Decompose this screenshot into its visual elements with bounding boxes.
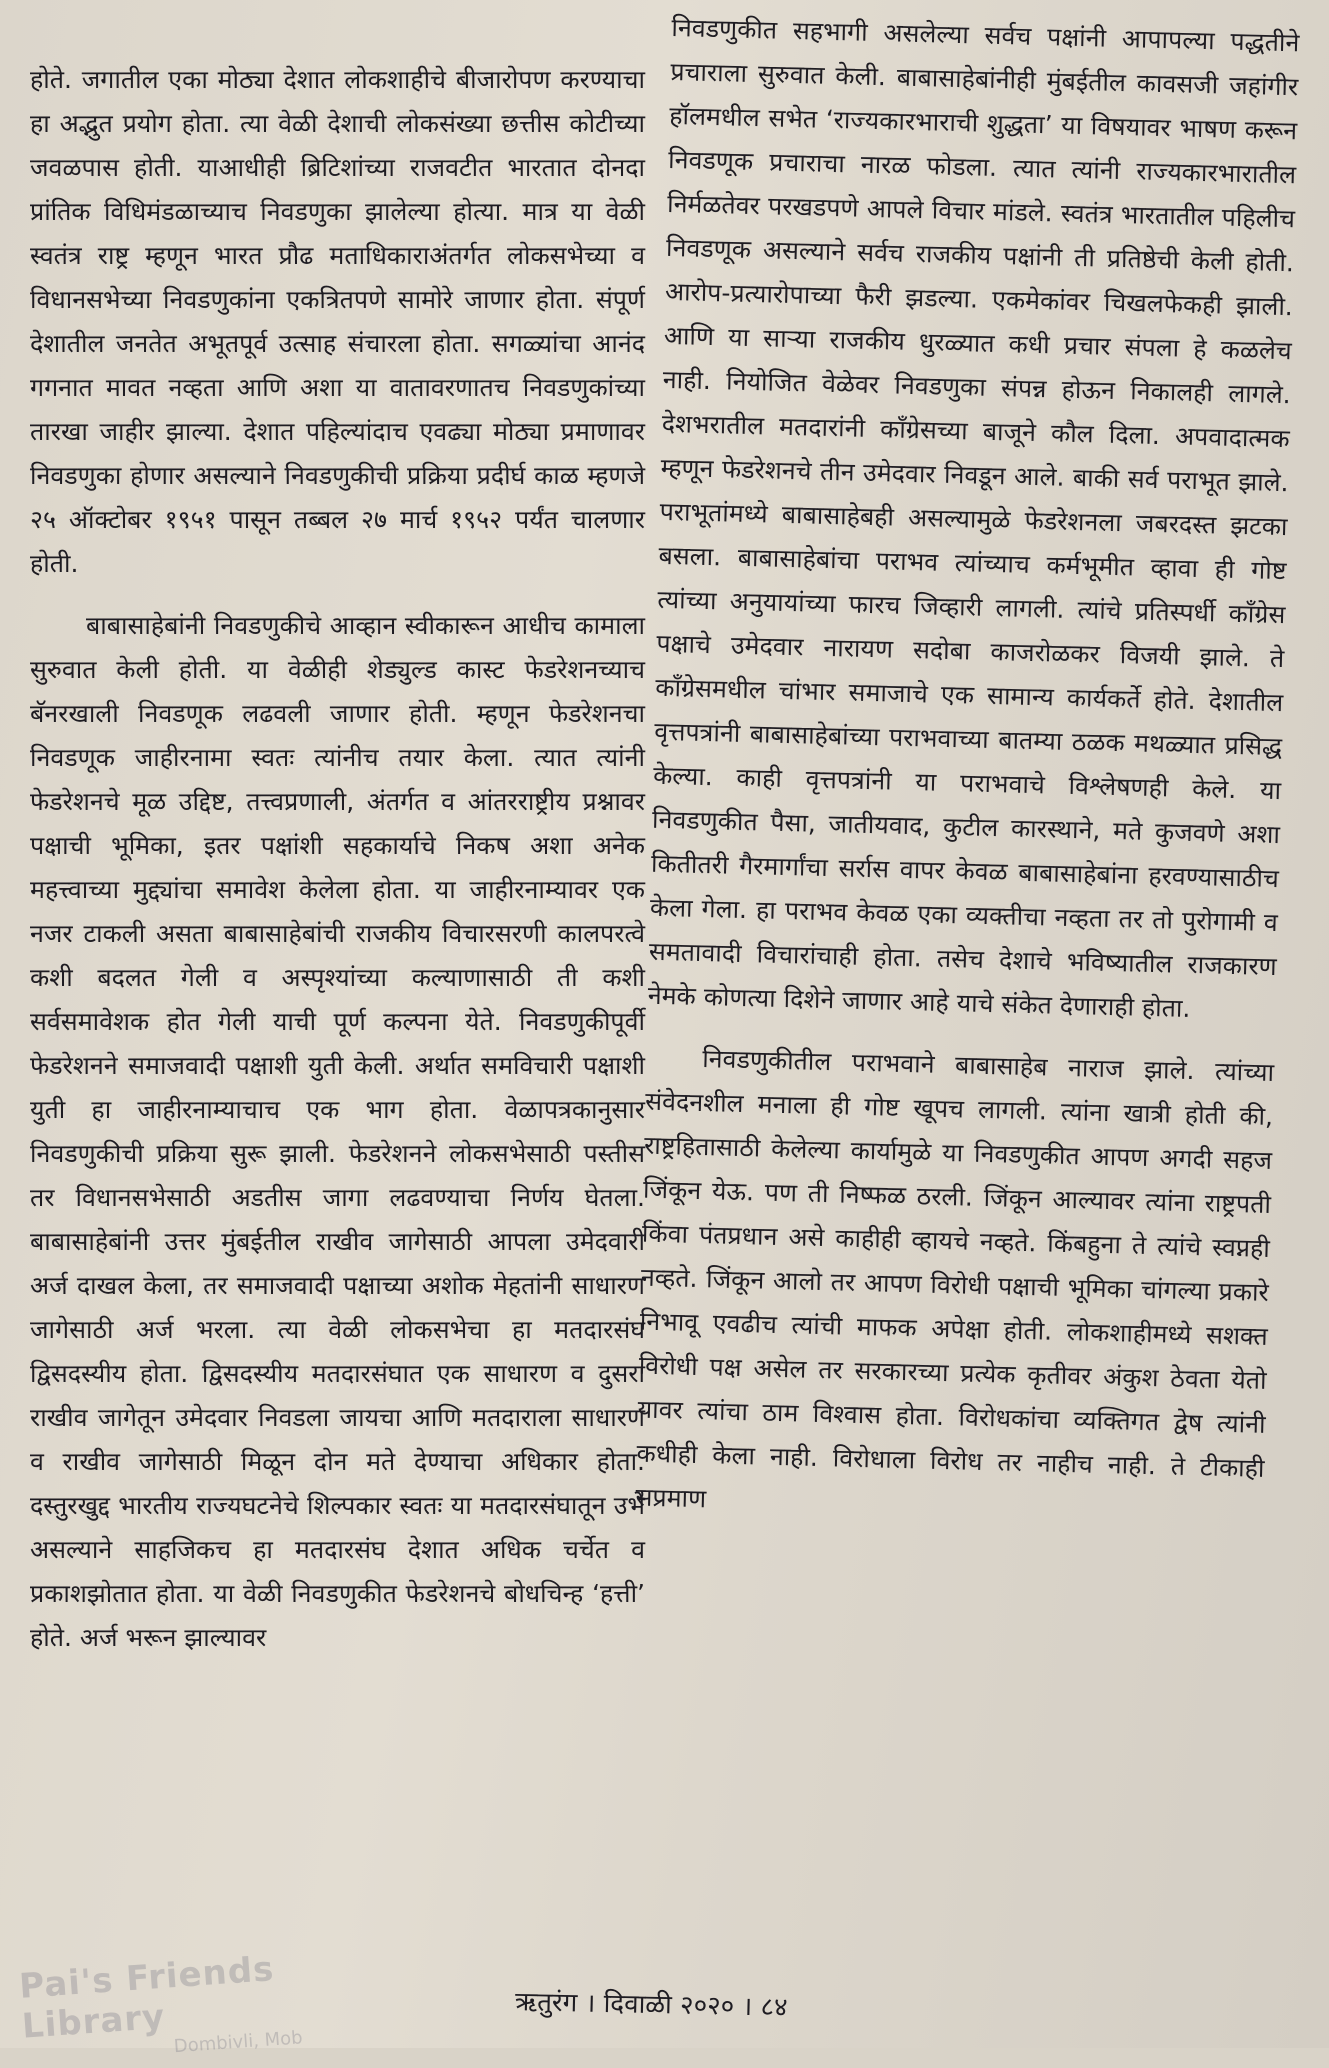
stamp-library-place: Dombivli, Mob: [173, 2027, 304, 2058]
stamp-library-name: Pai's Friends Library: [17, 1949, 276, 2047]
left-paragraph-2: बाबासाहेबांनी निवडणुकीचे आव्हान स्वीकारून आधीच कामाला सुरुवात केली होती. या वेळीही शेड्युल्ड कास्ट फेडरेशनच्याच बॅनरखाली निवडणूक लढवली जाणार होती. म्हणून फेडरेशनचा निवडणूक जाहीरनामा स्वतः त्यांनीच तयार केला. त्यात त्यांनी फेडरेशनचे मूळ उद्दिष्ट, तत्त्वप्रणाली, अंतर्गत व आंतरराष्ट्रीय प्रश्नावर पक्षाची भूमिका, इतर पक्षांशी सहकार्याचे निकष अशा अनेक महत्त्वाच्या मुद्द्यांचा समावेश केलेला होता. या जाहीरनाम्यावर एक नजर टाकली असता बाबासाहेबांची राजकीय विचारसरणी कालपरत्वे कशी बदलत गेली व अस्पृश्यांच्या कल्याणासाठी ती कशी सर्वसमावेशक होत गेली याची पूर्ण कल्पना येते. निवडणुकीपूर्वी फेडरेशनने समाजवादी पक्षाशी युती केली. अर्थात समविचारी पक्षाशी युती हा जाहीरनाम्याचाच एक भाग होता. वेळापत्रकानुसार निवडणुकीची प्रक्रिया सुरू झाली. फेडरेशनने लोकसभेसाठी पस्तीस तर विधानसभेसाठी अडतीस जागा लढवण्याचा निर्णय घेतला. बाबासाहेबांनी उत्तर मुंबईतील राखीव जागेसाठी आपला उमेदवारी अर्ज दाखल केला, तर समाजवादी पक्षाच्या अशोक मेहतांनी साधारण जागेसाठी अर्ज भरला. त्या वेळी लोकसभेचा हा मतदारसंघ द्विसदस्यीय होता. द्विसदस्यीय मतदारसंघात एक साधारण व दुसरा राखीव जागेतून उमेदवार निवडला जायचा आणि मतदाराला साधारण व राखीव जागेसाठी मिळून दोन मते देण्याचा अधिकार होता. दस्तुरखुद्द भारतीय राज्यघटनेचे शिल्पकार स्वतः या मतदारसंघातून उभे असल्याने साहजिकच हा मतदारसंघ देशात अधिक चर्चेत व प्रकाशझोतात होता. या वेळी निवडणुकीत फेडरेशनचे बोधचिन्ह ‘हत्ती’ होते. अर्ज भरून झाल्यावर: [30, 611, 645, 1652]
right-paragraph-2: निवडणुकीतील पराभवाने बाबासाहेब नाराज झाले. त्यांच्या संवेदनशील मनाला ही गोष्ट खूपच लागली. त्यांना खात्री होती की, राष्ट्रहितासाठी केलेल्या कार्यामुळे या निवडणुकीत आपण अगदी सहज जिंकून येऊ. पण ती निष्फळ ठरली. जिंकून आल्यावर त्यांना राष्ट्रपती किंवा पंतप्रधान असे काहीही व्हायचे नव्हते. किंबहुना ते त्यांचे स्वप्नही नव्हते. जिंकून आलो तर आपण विरोधी पक्षाची भूमिका चांगल्या प्रकारे निभावू एवढीच त्यांची माफक अपेक्षा होती. लोकशाहीमध्ये सशक्त विरोधी पक्ष असेल तर सरकारच्या प्रत्येक कृतीवर अंकुश ठेवता येतो यावर त्यांचा ठाम विश्वास होता. विरोधकांचा व्यक्तिगत द्वेष त्यांनी कधीही केला नाही. विरोधाला विरोध तर नाहीच नाही. ते टीकाही सप्रमाण: [635, 1044, 1275, 1514]
page-footer: ऋतुरंग । दिवाळी २०२० । ८४: [514, 1987, 788, 2023]
left-paragraph-1: होते. जगातील एका मोठ्या देशात लोकशाहीचे बीजारोपण करण्याचा हा अद्भुत प्रयोग होता. त्या वेळी देशाची लोकसंख्या छत्तीस कोटीच्या जवळपास होती. याआधीही ब्रिटिशांच्या राजवटीत भारतात दोनदा प्रांतिक विधिमंडळाच्याच निवडणुका झालेल्या होत्या. मात्र या वेळी स्वतंत्र राष्ट्र म्हणून भारत प्रौढ मताधिकाराअंतर्गत लोकसभेच्या व विधानसभेच्या निवडणुकांना एकत्रितपणे सामोरे जाणार होता. संपूर्ण देशातील जनतेत अभूतपूर्व उत्साह संचारला होता. सगळ्यांचा आनंद गगनात मावत नव्हता आणि अशा या वातावरणातच निवडणुकांच्या तारखा जाहीर झाल्या. देशात पहिल्यांदाच एवढ्या मोठ्या प्रमाणावर निवडणुका होणार असल्याने निवडणुकीची प्रक्रिया प्रदीर्घ काळ म्हणजे २५ ऑक्टोबर १९५१ पासून तब्बल २७ मार्च १९५२ पर्यंत चालणार होती.: [30, 65, 645, 578]
library-stamp: [17, 1943, 362, 2058]
right-paragraph-1: निवडणुकीत सहभागी असलेल्या सर्वच पक्षांनी आपापल्या पद्धतीने प्रचाराला सुरुवात केली. बाबासाहेबांनीही मुंबईतील कावसजी जहांगीर हॉलमधील सभेत ‘राज्यकारभाराची शुद्धता’ या विषयावर भाषण करून निवडणूक प्रचाराचा नारळ फोडला. त्यात त्यांनी राज्यकारभारातील निर्मळतेवर परखडपणे आपले विचार मांडले. स्वतंत्र भारतातील पहिलीच निवडणूक असल्याने सर्वच राजकीय पक्षांनी ती प्रतिष्ठेची केली होती. आरोप-प्रत्यारोपाच्या फैरी झडल्या. एकमेकांवर चिखलफेकही झाली. आणि या साऱ्या राजकीय धुरळ्यात कधी प्रचार संपला हे कळलेच नाही. नियोजित वेळेवर निवडणुका संपन्न होऊन निकालही लागले. देशभरातील मतदारांनी काँग्रेसच्या बाजूने कौल दिला. अपवादात्मक म्हणून फेडरेशनचे तीन उमेदवार निवडून आले. बाकी सर्व पराभूत झाले. पराभूतांमध्ये बाबासाहेबही असल्यामुळे फेडरेशनला जबरदस्त झटका बसला. बाबासाहेबांचा पराभव त्यांच्याच कर्मभूमीत व्हावा ही गोष्ट त्यांच्या अनुयायांच्या फारच जिव्हारी लागली. त्यांचे प्रतिस्पर्धी काँग्रेस पक्षाचे उमेदवार नारायण सदोबा काजरोळकर विजयी झाले. ते काँग्रेसमधील चांभार समाजाचे एक सामान्य कार्यकर्ते होते. देशातील वृत्तपत्रांनी बाबासाहेबांच्या पराभवाच्या बातम्या ठळक मथळ्यात प्रसिद्ध केल्या. काही वृत्तपत्रांनी या पराभवाचे विश्लेषणही केले. या निवडणुकीत पैसा, जातीयवाद, कुटील कारस्थाने, मते कुजवणे अशा कितीतरी गैरमार्गांचा सर्रास वापर केवळ बाबासाहेबांना हरवण्यासाठीच केला गेला. हा पराभव केवळ एका व्यक्तीचा नव्हता तर तो पुरोगामी व समतावादी विचारांचाही होता. तसेच देशाचे भविष्यातील राजकारण नेमके कोणत्या दिशेने जाणार आहे याचे संकेत देणाराही होता.: [647, 12, 1300, 1023]
left-text-column: [30, 58, 645, 1660]
right-text-column: [635, 6, 1300, 1535]
